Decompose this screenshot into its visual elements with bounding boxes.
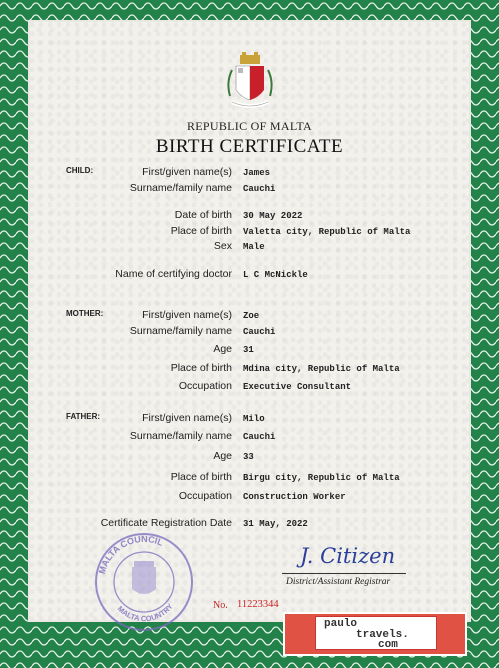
council-stamp-icon — [90, 531, 198, 633]
mother-section-label: MOTHER: — [66, 309, 104, 318]
mother-occupation-value: Executive Consultant — [243, 382, 352, 392]
child-pob-label: Place of birth — [170, 225, 232, 237]
watermark-line-1: paulo — [324, 618, 358, 630]
father-section-label: FATHER: — [66, 412, 101, 421]
country-heading: REPUBLIC OF MALTA — [186, 119, 313, 133]
certificate-number-value: 11223344 — [237, 599, 279, 610]
father-first-name-label: First/given name(s) — [142, 412, 232, 424]
mother-first-name-label: First/given name(s) — [142, 309, 232, 321]
child-first-name-label: First/given name(s) — [142, 166, 232, 178]
father-age-label: Age — [213, 450, 232, 462]
child-surname-label: Surname/family name — [129, 182, 232, 194]
father-pob-label: Place of birth — [170, 471, 232, 483]
father-surname-label: Surname/family name — [129, 430, 232, 442]
child-sex-label: Sex — [213, 240, 232, 252]
stamp-bottom-text: MALTA COUNTRY — [115, 601, 175, 624]
child-sex-value: Male — [243, 242, 265, 252]
registrar-label: District/Assistant Registrar — [286, 577, 391, 587]
father-surname-value: Cauchi — [243, 432, 276, 442]
child-surname-value: Cauchi — [243, 184, 276, 194]
mother-first-name-value: Zoe — [243, 311, 260, 321]
father-pob-value: Birgu city, Republic of Malta — [243, 473, 400, 483]
signature-line — [282, 573, 406, 574]
mother-age-label: Age — [213, 343, 232, 355]
father-age-value: 33 — [243, 452, 254, 462]
stamp-top-text: MALTA COUNCIL — [96, 533, 165, 576]
child-first-name-value: James — [243, 168, 271, 178]
mother-pob-value: Mdina city, Republic of Malta — [243, 364, 400, 374]
registrar-signature: J. Citizen — [300, 544, 396, 568]
child-doctor-label: Name of certifying doctor — [115, 268, 232, 280]
mother-age-value: 31 — [243, 345, 254, 355]
malta-coat-of-arms-icon — [224, 52, 276, 114]
mother-pob-label: Place of birth — [170, 362, 232, 374]
child-pob-value: Valetta city, Republic of Malta — [243, 227, 411, 237]
watermark-logo — [283, 612, 467, 656]
father-first-name-value: Milo — [243, 414, 265, 424]
child-doctor-value: L C McNickle — [243, 270, 308, 280]
watermark-line-2: travels. — [356, 628, 409, 641]
child-section-label: CHILD: — [66, 166, 94, 175]
mother-occupation-label: Occupation — [178, 380, 232, 392]
child-dob-label: Date of birth — [174, 209, 232, 221]
certificate-number-label: No. — [213, 600, 228, 611]
mother-surname-label: Surname/family name — [129, 325, 232, 337]
watermark-text-box — [315, 616, 437, 650]
child-dob-value: 30 May 2022 — [243, 211, 303, 221]
document-title: BIRTH CERTIFICATE — [155, 136, 344, 157]
father-occupation-value: Construction Worker — [243, 492, 346, 502]
registration-date-label: Certificate Registration Date — [100, 517, 232, 529]
father-occupation-label: Occupation — [178, 490, 232, 502]
mother-surname-value: Cauchi — [243, 327, 276, 337]
registration-date-value: 31 May, 2022 — [243, 519, 308, 529]
watermark-line-3: com — [378, 639, 398, 651]
